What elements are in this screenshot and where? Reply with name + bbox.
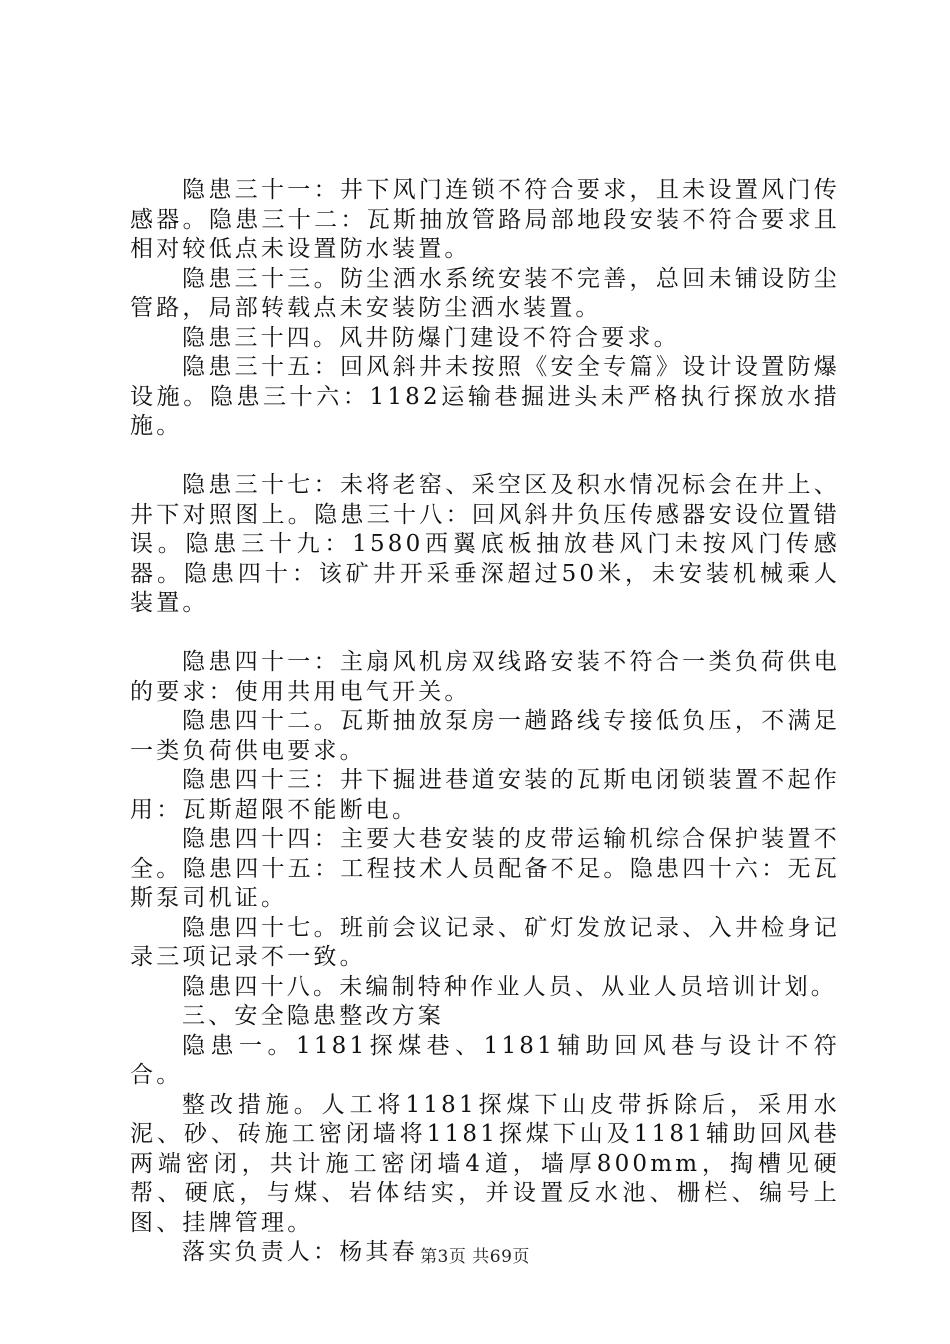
paragraph-hazard-33: 隐患三十三。防尘洒水系统安装不完善，总回未铺设防尘管路，局部转载点未安装防尘洒水装置。 xyxy=(130,265,840,321)
paragraph-hazard-44-46: 隐患四十四：主要大巷安装的皮带运输机综合保护装置不全。隐患四十五：工程技术人员配备不足。隐患四十六：无瓦斯泵司机证。 xyxy=(130,826,840,911)
paragraph-hazard-1: 隐患一。1181探煤巷、1181辅助回风巷与设计不符合。 xyxy=(130,1032,840,1088)
paragraph-hazard-48: 隐患四十八。未编制特种作业人员、从业人员培训计划。 xyxy=(182,973,837,1000)
paragraph-spacer xyxy=(130,442,840,472)
paragraph-responsible-person: 落实负责人：杨其春 xyxy=(182,1239,418,1265)
paragraph-hazard-47: 隐患四十七。班前会议记录、矿灯发放记录、入井检身记录三项记录不一致。 xyxy=(130,914,840,970)
paragraph-hazard-34: 隐患三十四。风井防爆门建设不符合要求。 xyxy=(182,324,680,351)
paragraph-hazard-43: 隐患四十三：井下掘进巷道安装的瓦斯电闭锁装置不起作用：瓦斯超限不能断电。 xyxy=(130,767,840,823)
paragraph-spacer xyxy=(130,619,840,649)
section-heading-rectification-plan: 三、安全隐患整改方案 xyxy=(182,1003,444,1029)
paragraph-hazard-35-36: 隐患三十五：回风斜井未按照《安全专篇》设计设置防爆设施。隐患三十六：1182运输巷掘进头未严格执行探放水措施。 xyxy=(130,354,840,439)
paragraph-rectification-measures: 整改措施。人工将1181探煤下山皮带拆除后，采用水泥、砂、砖施工密闭墙将1181探煤下山及1181辅助回风巷两端密闭，共计施工密闭墙4道，墙厚800mm，掏槽见硬帮、硬底，与煤、岩体结实，并设置反水池、栅栏、编号上图、挂牌管理。 xyxy=(130,1091,840,1236)
paragraph-hazard-42: 隐患四十二。瓦斯抽放泵房一趟路线专接低负压，不满足一类负荷供电要求。 xyxy=(130,708,840,764)
document-body xyxy=(130,176,840,1268)
paragraph-hazard-37-40: 隐患三十七：未将老窑、采空区及积水情况标会在井上、井下对照图上。隐患三十八：回风斜井负压传感器安设位置错误。隐患三十九：1580西翼底板抽放巷风门未按风门传感器。隐患四十：该矿井开采垂深超过50米，未安装机械乘人装置。 xyxy=(130,472,840,616)
page-number-footer: 第3页 共69页 xyxy=(420,1247,530,1267)
paragraph-hazard-41: 隐患四十一：主扇风机房双线路安装不符合一类负荷供电的要求：使用共用电气开关。 xyxy=(130,649,840,705)
paragraph-hazard-31-32: 隐患三十一：井下风门连锁不符合要求，且未设置风门传感器。隐患三十二：瓦斯抽放管路局部地段安装不符合要求且相对较低点未设置防水装置。 xyxy=(130,177,840,262)
